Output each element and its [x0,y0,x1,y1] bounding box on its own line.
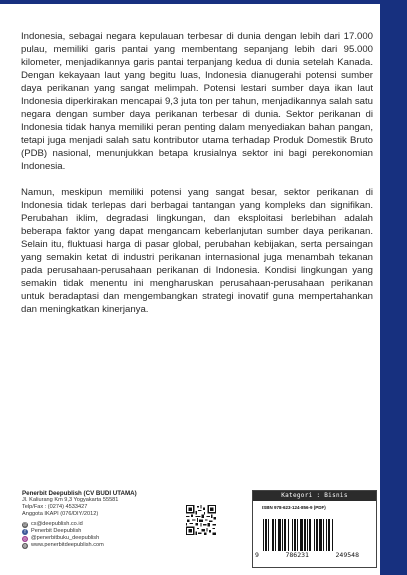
barcode-digit-prefix: 9 [255,551,259,559]
qr-code-icon[interactable] [186,505,216,535]
top-accent-stripe [0,0,407,4]
publisher-member: Anggota IKAPI (076/DIY/2012) [22,511,99,517]
facebook-icon: f [22,529,28,535]
isbn-label: ISBN 978-623-124-856-9 (PDF) [262,505,326,510]
contact-email[interactable] [22,521,182,528]
barcode-digit-group-2: 249548 [335,551,359,559]
barcode-icon [259,519,371,551]
footer [0,490,380,575]
contact-website[interactable] [22,542,182,549]
contact-website-text: www.penerbitdeepublish.com [31,542,104,548]
spine-sidebar [380,0,407,575]
contact-facebook[interactable] [22,528,182,535]
publisher-name: Penerbit Deepublish (CV BUDI UTAMA) [22,490,137,497]
isbn-box [252,490,377,568]
contact-instagram-text: @penerbitbuku_deepublish [31,535,100,541]
back-cover-blurb [21,30,373,329]
contact-email-text: cs@deepublish.co.id [31,521,83,527]
publisher-contacts [22,521,182,549]
instagram-icon: ◎ [23,535,27,541]
category-label: Kategori : Bisnis [253,491,376,501]
blurb-paragraph-1: Indonesia, sebagai negara kepulauan terbesar di dunia dengan lebih dari 17.000 pulau, memiliki garis pantai yang membentang sepanjang lebih dari 95.000 kilometer, menjadikannya garis pantai terpanjang kedua di dunia setelah Kanada. Dengan kekayaan laut yang begitu luas, Indonesia dianugerahi potensi sumber daya perikanan yang sangat melimpah. Potensi lestari sumber daya ikan laut Indonesia diperkirakan mencapai 9,3 juta ton per tahun, menjadikannya salah satu negara dengan sumber daya perikanan terbesar di dunia. Sektor perikanan di Indonesia tidak hanya memiliki peran penting dalam menyediakan bahan pangan, tetapi juga menjadi salah satu kontributor utama terhadap Produk Domestik Bruto (PDB) nasional, menunjukkan betapa krusialnya sektor ini bagi perekonomian Indonesia. [21,31,373,172]
barcode-digit-group-1: 786231 [285,551,309,559]
contact-facebook-text: Penerbit Deepublish [31,528,82,534]
publisher-address: Jl. Kaliurang Km 9,3 Yogyakarta 55581 [22,497,119,503]
email-icon: @ [22,521,28,527]
publisher-info [22,490,182,549]
contact-instagram[interactable] [22,535,182,542]
barcode-digits [255,551,373,559]
publisher-phone: Telp/Fax : (0274) 4533427 [22,504,88,510]
globe-icon: ◍ [23,542,27,548]
blurb-paragraph-2: Namun, meskipun memiliki potensi yang sangat besar, sektor perikanan di Indonesia tidak terlepas dari berbagai tantangan yang kompleks dan signifikan. Perubahan iklim, degradasi lingkungan, dan eksploitasi berlebihan adalah beberapa faktor yang dapat mengancam keberlanjutan sumber daya perikanan. Selain itu, fluktuasi harga di pasar global, perubahan kebijakan, serta persaingan yang semakin ketat di industri perikanan internasional juga menambah tekanan pada perusahaan-perusahaan perikanan di Indonesia. Kondisi lingkungan yang semakin tidak menentu ini mengharuskan perusahaan-perusahaan perikanan untuk beradaptasi dan mengembangkan strategi inovatif guna mempertahankan dan meningkatkan kinerjanya. [21,187,373,315]
